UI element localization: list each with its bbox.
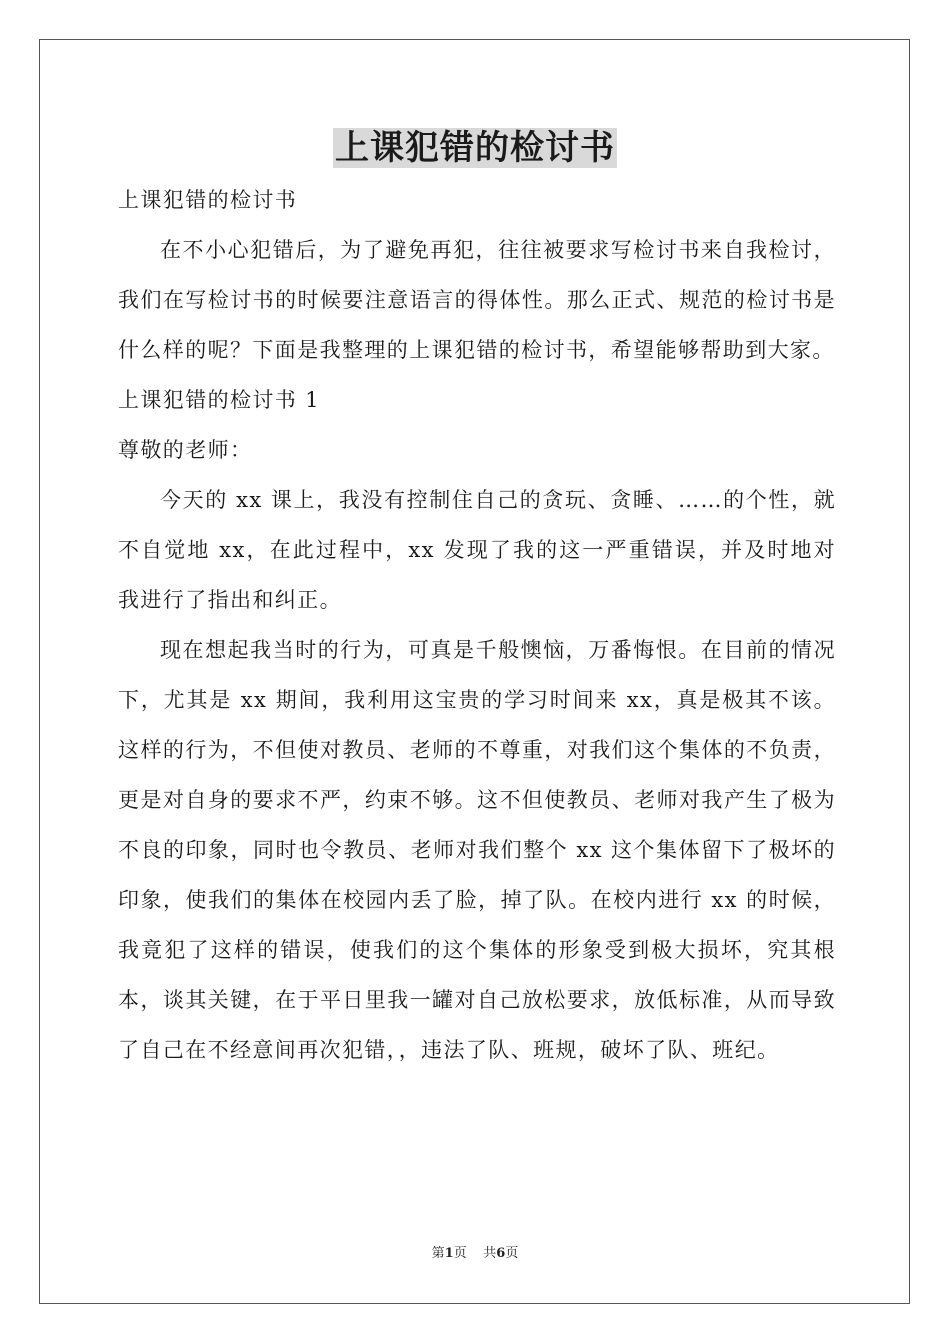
- total-suffix: 页: [505, 1246, 519, 1261]
- page-total: 6: [496, 1246, 506, 1261]
- body-paragraph-2: 现在想起我当时的行为，可真是千般懊恼，万番悔恨。在目前的情况下，尤其是 xx 期间，我利用这宝贵的学习时间来 xx，真是极其不该。这样的行为，不但使对教员、老师的不尊重，对我们这个集体的不负责，更是对自身的要求不严，约束不够。这不但使教员、老师对我产生了极为不良的印象，同时也令教员、老师对我们整个 xx 这个集体留下了极坏的印象，使我们的集体在校园内丢了脸，掉了队。在校内进行 xx 的时候，我竟犯了这样的错误，使我们的这个集体的形象受到极大损坏，究其根本，谈其关键，在于平日里我一罐对自己放松要求，放低标准，从而导致了自己在不经意间再次犯错，，违法了队、班规，破坏了队、班纪。: [118, 638, 836, 1062]
- section-heading: 上课犯错的检讨书 1: [118, 388, 321, 412]
- document-title-text: 上课犯错的检讨书: [335, 128, 615, 168]
- page-suffix: 页: [453, 1246, 467, 1261]
- body-paragraph-1: 今天的 xx 课上，我没有控制住自己的贪玩、贪睡、……的个性，就不自觉地 xx，在此过程中，xx 发现了我的这一严重错误，并及时地对我进行了指出和纠正。: [118, 488, 836, 612]
- page-prefix: 第: [431, 1246, 445, 1261]
- intro-paragraph: 在不小心犯错后，为了避免再犯，往往被要求写检讨书来自我检讨，我们在写检讨书的时候要注意语言的得体性。那么正式、规范的检讨书是什么样的呢？下面是我整理的上课犯错的检讨书，希望能够帮助到大家。: [118, 238, 836, 362]
- document-body: [118, 175, 836, 1075]
- page-footer: [0, 1244, 950, 1264]
- total-prefix: 共: [483, 1246, 497, 1261]
- page-current: 1: [444, 1246, 454, 1261]
- subtitle-line: 上课犯错的检讨书: [118, 188, 298, 212]
- salutation: 尊敬的老师：: [118, 438, 253, 462]
- document-title: [0, 126, 950, 170]
